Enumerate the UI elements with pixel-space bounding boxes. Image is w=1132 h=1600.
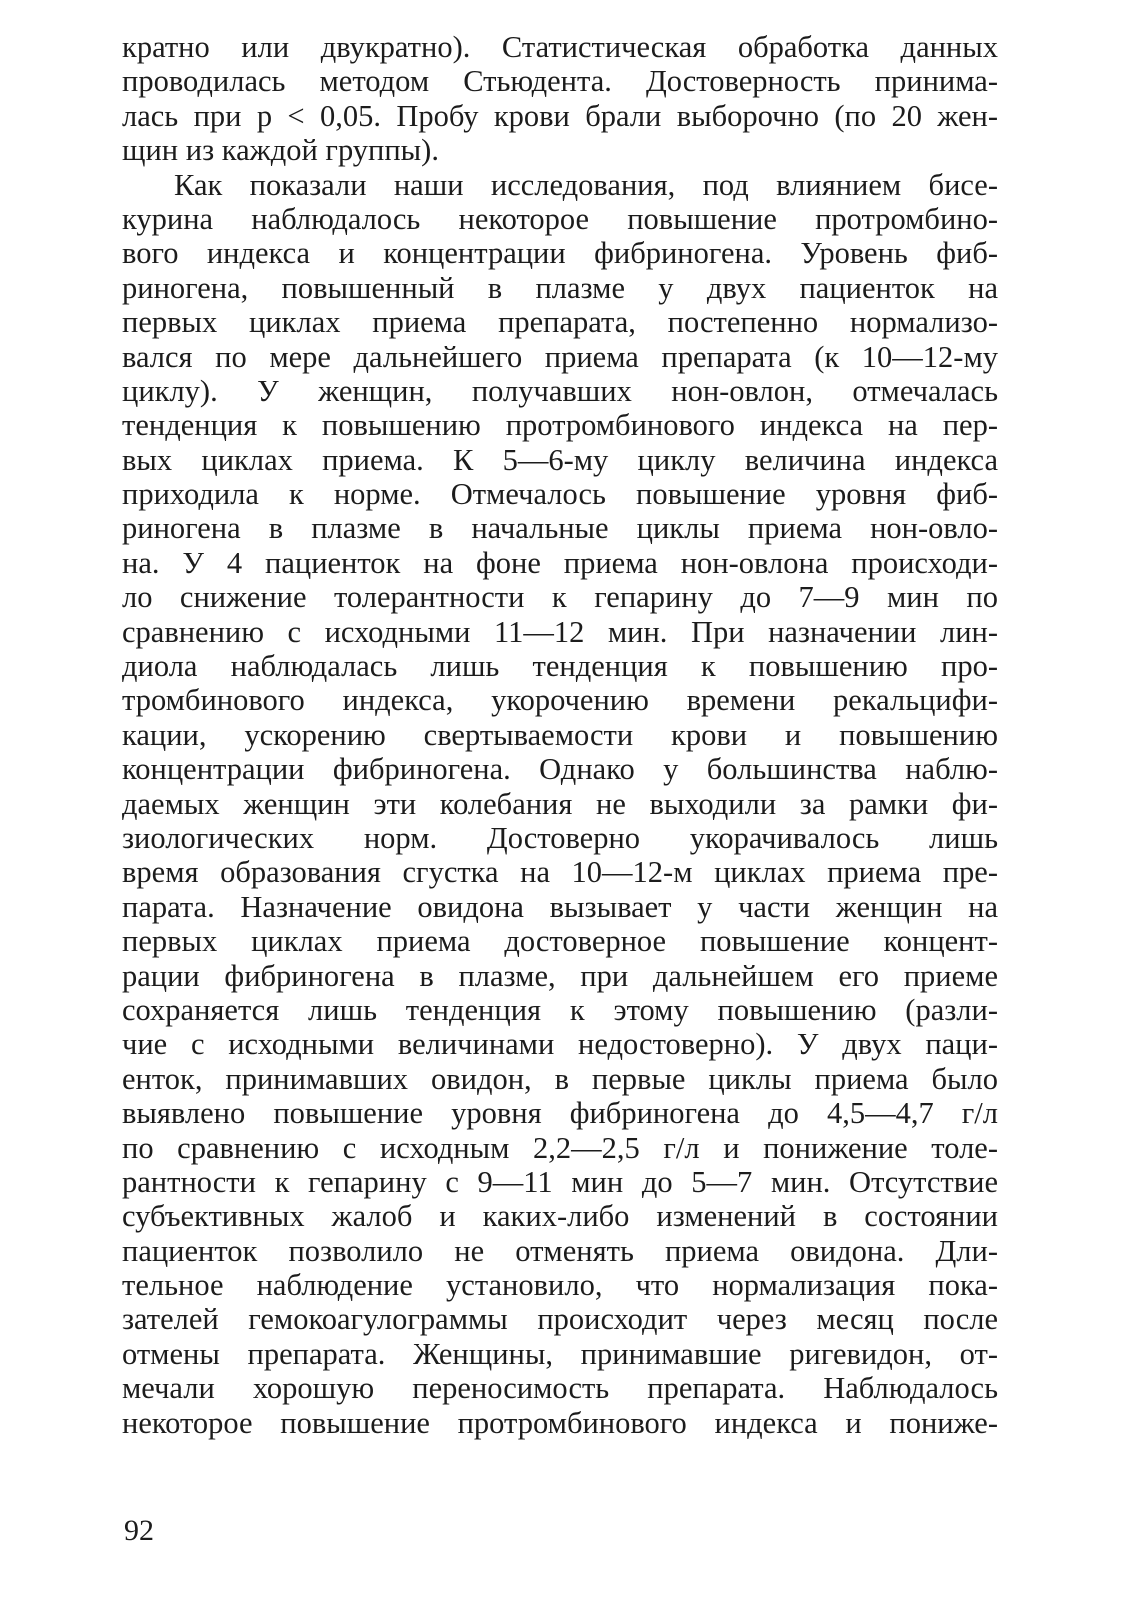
text-line: риногена, повышенный в плазме у двух пациенток на xyxy=(122,270,998,305)
body-text xyxy=(122,30,998,1440)
text-line: курина наблюдалось некоторое повышение протромбино- xyxy=(122,201,998,236)
text-line: субъективных жалоб и каких-либо изменений в состоянии xyxy=(122,1199,998,1234)
text-line: некоторое повышение протромбинового индекса и пониже- xyxy=(122,1405,998,1440)
text-line: сравнению с исходными 11—12 мин. При назначении лин- xyxy=(122,614,998,649)
text-line: на. У 4 пациенток на фоне приема нон-овлона происходи- xyxy=(122,545,998,580)
text-line: пациенток позволило не отменять приема овидона. Дли- xyxy=(122,1233,998,1268)
text-line: время образования сгустка на 10—12-м циклах приема пре- xyxy=(122,855,998,890)
text-line: первых циклах приема препарата, постепенно нормализо- xyxy=(122,305,998,340)
text-line: тромбинового индекса, укорочению времени рекальцифи- xyxy=(122,683,998,718)
text-line: отмены препарата. Женщины, принимавшие ригевидон, от- xyxy=(122,1336,998,1371)
text-line: выявлено повышение уровня фибриногена до 4,5—4,7 г/л xyxy=(122,1096,998,1131)
text-line: рации фибриногена в плазме, при дальнейшем его приеме xyxy=(122,958,998,993)
text-line: по сравнению с исходным 2,2—2,5 г/л и понижение толе- xyxy=(122,1130,998,1165)
text-line: вался по мере дальнейшего приема препарата (к 10—12-му xyxy=(122,339,998,374)
text-line: вых циклах приема. К 5—6-му циклу величина индекса xyxy=(122,442,998,477)
text-line: концентрации фибриногена. Однако у большинства наблю- xyxy=(122,752,998,787)
text-line: чие с исходными величинами недостоверно). У двух паци- xyxy=(122,1027,998,1062)
text-line: кации, ускорению свертываемости крови и повышению xyxy=(122,717,998,752)
text-line: тельное наблюдение установило, что нормализация пока- xyxy=(122,1268,998,1303)
text-line: рантности к гепарину с 9—11 мин до 5—7 мин. Отсутствие xyxy=(122,1164,998,1199)
text-line: енток, принимавших овидон, в первые циклы приема было xyxy=(122,1061,998,1096)
text-line: проводилась методом Стьюдента. Достоверность принима- xyxy=(122,64,998,99)
text-line: лась при р < 0,05. Пробу крови брали выборочно (по 20 жен- xyxy=(122,98,998,133)
text-line: кратно или двукратно). Статистическая обработка данных xyxy=(122,30,998,64)
paragraph-first-line: Как показали наши исследования, под влиянием бисе- xyxy=(174,167,998,202)
text-line: щин из каждой группы). xyxy=(122,133,439,168)
text-line: приходила к норме. Отмечалось повышение уровня фиб- xyxy=(122,477,998,512)
text-line: даемых женщин эти колебания не выходили за рамки фи- xyxy=(122,786,998,821)
text-line: диола наблюдалась лишь тенденция к повышению про- xyxy=(122,649,998,684)
text-line: ло снижение толерантности к гепарину до 7—9 мин по xyxy=(122,580,998,615)
text-line: циклу). У женщин, получавших нон-овлон, отмечалась xyxy=(122,373,998,408)
text-line: зиологических норм. Достоверно укорачивалось лишь xyxy=(122,820,998,855)
text-line: зателей гемокоагулограммы происходит через месяц после xyxy=(122,1302,998,1337)
text-line: первых циклах приема достоверное повышение концент- xyxy=(122,924,998,959)
text-line: мечали хорошую переносимость препарата. Наблюдалось xyxy=(122,1371,998,1406)
text-line: вого индекса и концентрации фибриногена. Уровень фиб- xyxy=(122,236,998,271)
text-line: риногена в плазме в начальные циклы приема нон-овло- xyxy=(122,511,998,546)
page-number: 92 xyxy=(124,1514,154,1547)
text-line: парата. Назначение овидона вызывает у части женщин на xyxy=(122,889,998,924)
text-line: сохраняется лишь тенденция к этому повышению (разли- xyxy=(122,992,998,1027)
text-line: тенденция к повышению протромбинового индекса на пер- xyxy=(122,408,998,443)
